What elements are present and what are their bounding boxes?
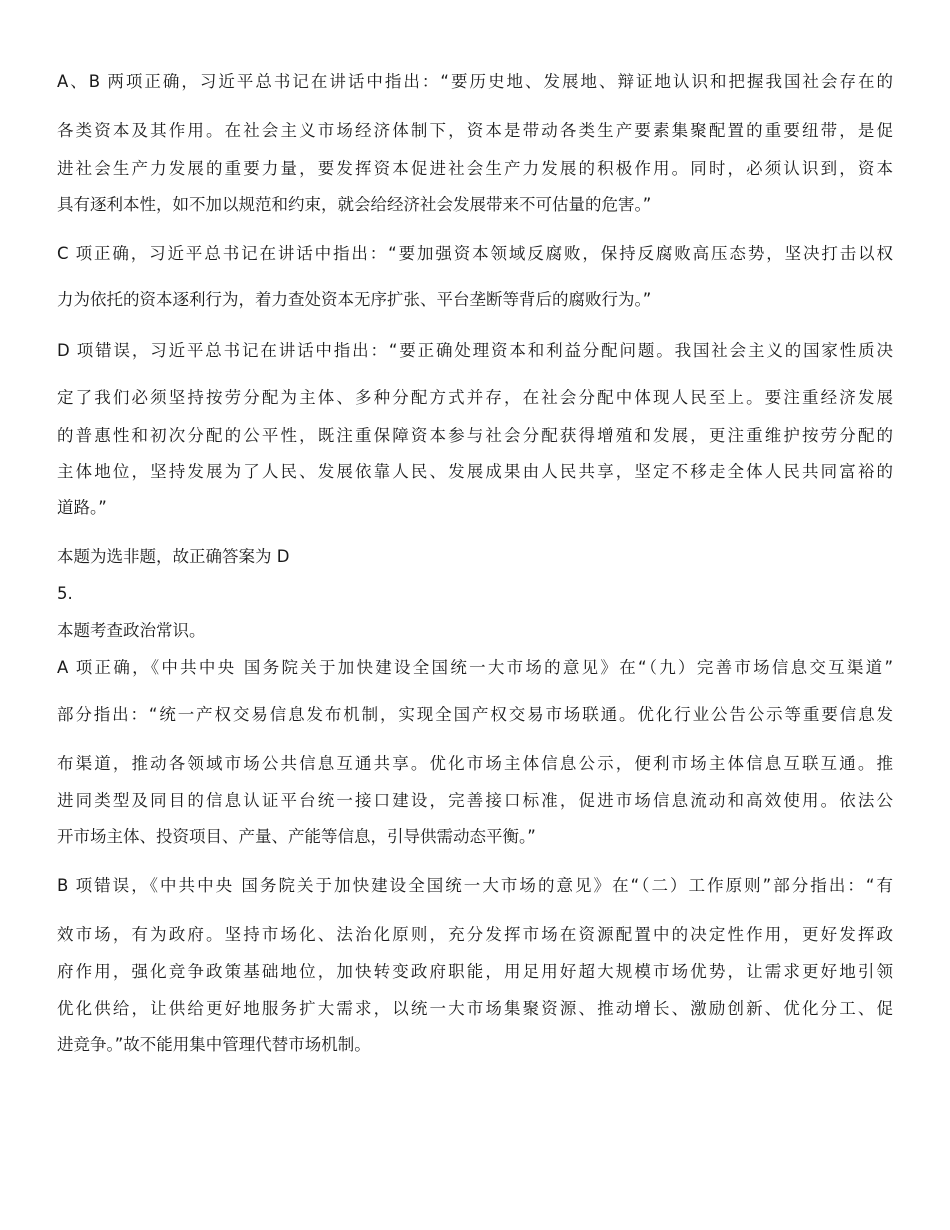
paragraph-d-line-3: 的普惠性和初次分配的公平性，既注重保障资本参与社会分配获得增殖和发展，更注重维护按劳分配的 [57,426,893,445]
paragraph-a-line-2: 部分指出：“统一产权交易信息发布机制，实现全国产权交易市场联通。优化行业公告公示等重要信息发 [57,705,893,724]
paragraph-b-line-5: 进竞争。”故不能用集中管理代替市场机制。 [57,1035,371,1054]
paragraph-ab-line-2: 各类资本及其作用。在社会主义市场经济体制下，资本是带动各类生产要素集聚配置的重要纽带，是促 [57,121,893,140]
paragraph-a-line-4: 进同类型及同目的信息认证平台统一接口建设，完善接口标准，促进市场信息流动和高效使用。依法公 [57,791,893,810]
paragraph-b-line-1: B 项错误，《中共中央 国务院关于加快建设全国统一大市场的意见》在“（二）工作原则”部分指出：“有 [57,876,893,895]
answer-line: 本题为选非题，故正确答案为 D [57,547,290,566]
topic-line: 本题考查政治常识。 [57,621,206,640]
paragraph-ab-line-1: A、B 两项正确，习近平总书记在讲话中指出：“要历史地、发展地、辩证地认识和把握我国社会存在的 [57,72,893,91]
paragraph-b-line-4: 优化供给，让供给更好地服务扩大需求，以统一大市场集聚资源、推动增长、激励创新、优化分工、促 [57,999,893,1018]
paragraph-b-line-2: 效市场，有为政府。坚持市场化、法治化原则，充分发挥市场在资源配置中的决定性作用，更好发挥政 [57,925,893,944]
paragraph-a-line-3: 布渠道，推动各领域市场公共信息互通共享。优化市场主体信息公示，便利市场主体信息互联互通。推 [57,754,893,773]
paragraph-d-line-2: 定了我们必须坚持按劳分配为主体、多种分配方式并存，在社会分配中体现人民至上。要注重经济发展 [57,388,893,407]
paragraph-d-line-5: 道路。” [57,498,107,517]
paragraph-b-line-3: 府作用，强化竞争政策基础地位，加快转变政府职能，用足用好超大规模市场优势，让需求更好地引领 [57,962,893,981]
paragraph-a-line-1: A 项正确，《中共中央 国务院关于加快建设全国统一大市场的意见》在“（九）完善市场信息交互渠道” [57,658,893,677]
paragraph-ab-line-4: 具有逐利本性，如不加以规范和约束，就会给经济社会发展带来不可估量的危害。” [57,195,652,214]
paragraph-c-line-2: 力为依托的资本逐利行为，着力查处资本无序扩张、平台垄断等背后的腐败行为。” [57,290,652,309]
paragraph-d-line-4: 主体地位，坚持发展为了人民、发展依靠人民、发展成果由人民共享，坚定不移走全体人民共同富裕的 [57,462,893,481]
question-number: 5. [57,584,73,603]
paragraph-c-line-1: C 项正确，习近平总书记在讲话中指出：“要加强资本领域反腐败，保持反腐败高压态势，坚决打击以权 [57,244,893,263]
paragraph-ab-line-3: 进社会生产力发展的重要力量，要发挥资本促进社会生产力发展的积极作用。同时，必须认识到，资本 [57,159,893,178]
paragraph-d-line-1: D 项错误，习近平总书记在讲话中指出：“要正确处理资本和利益分配问题。我国社会主义的国家性质决 [57,341,893,360]
paragraph-a-line-5: 开市场主体、投资项目、产量、产能等信息，引导供需动态平衡。” [57,827,536,846]
